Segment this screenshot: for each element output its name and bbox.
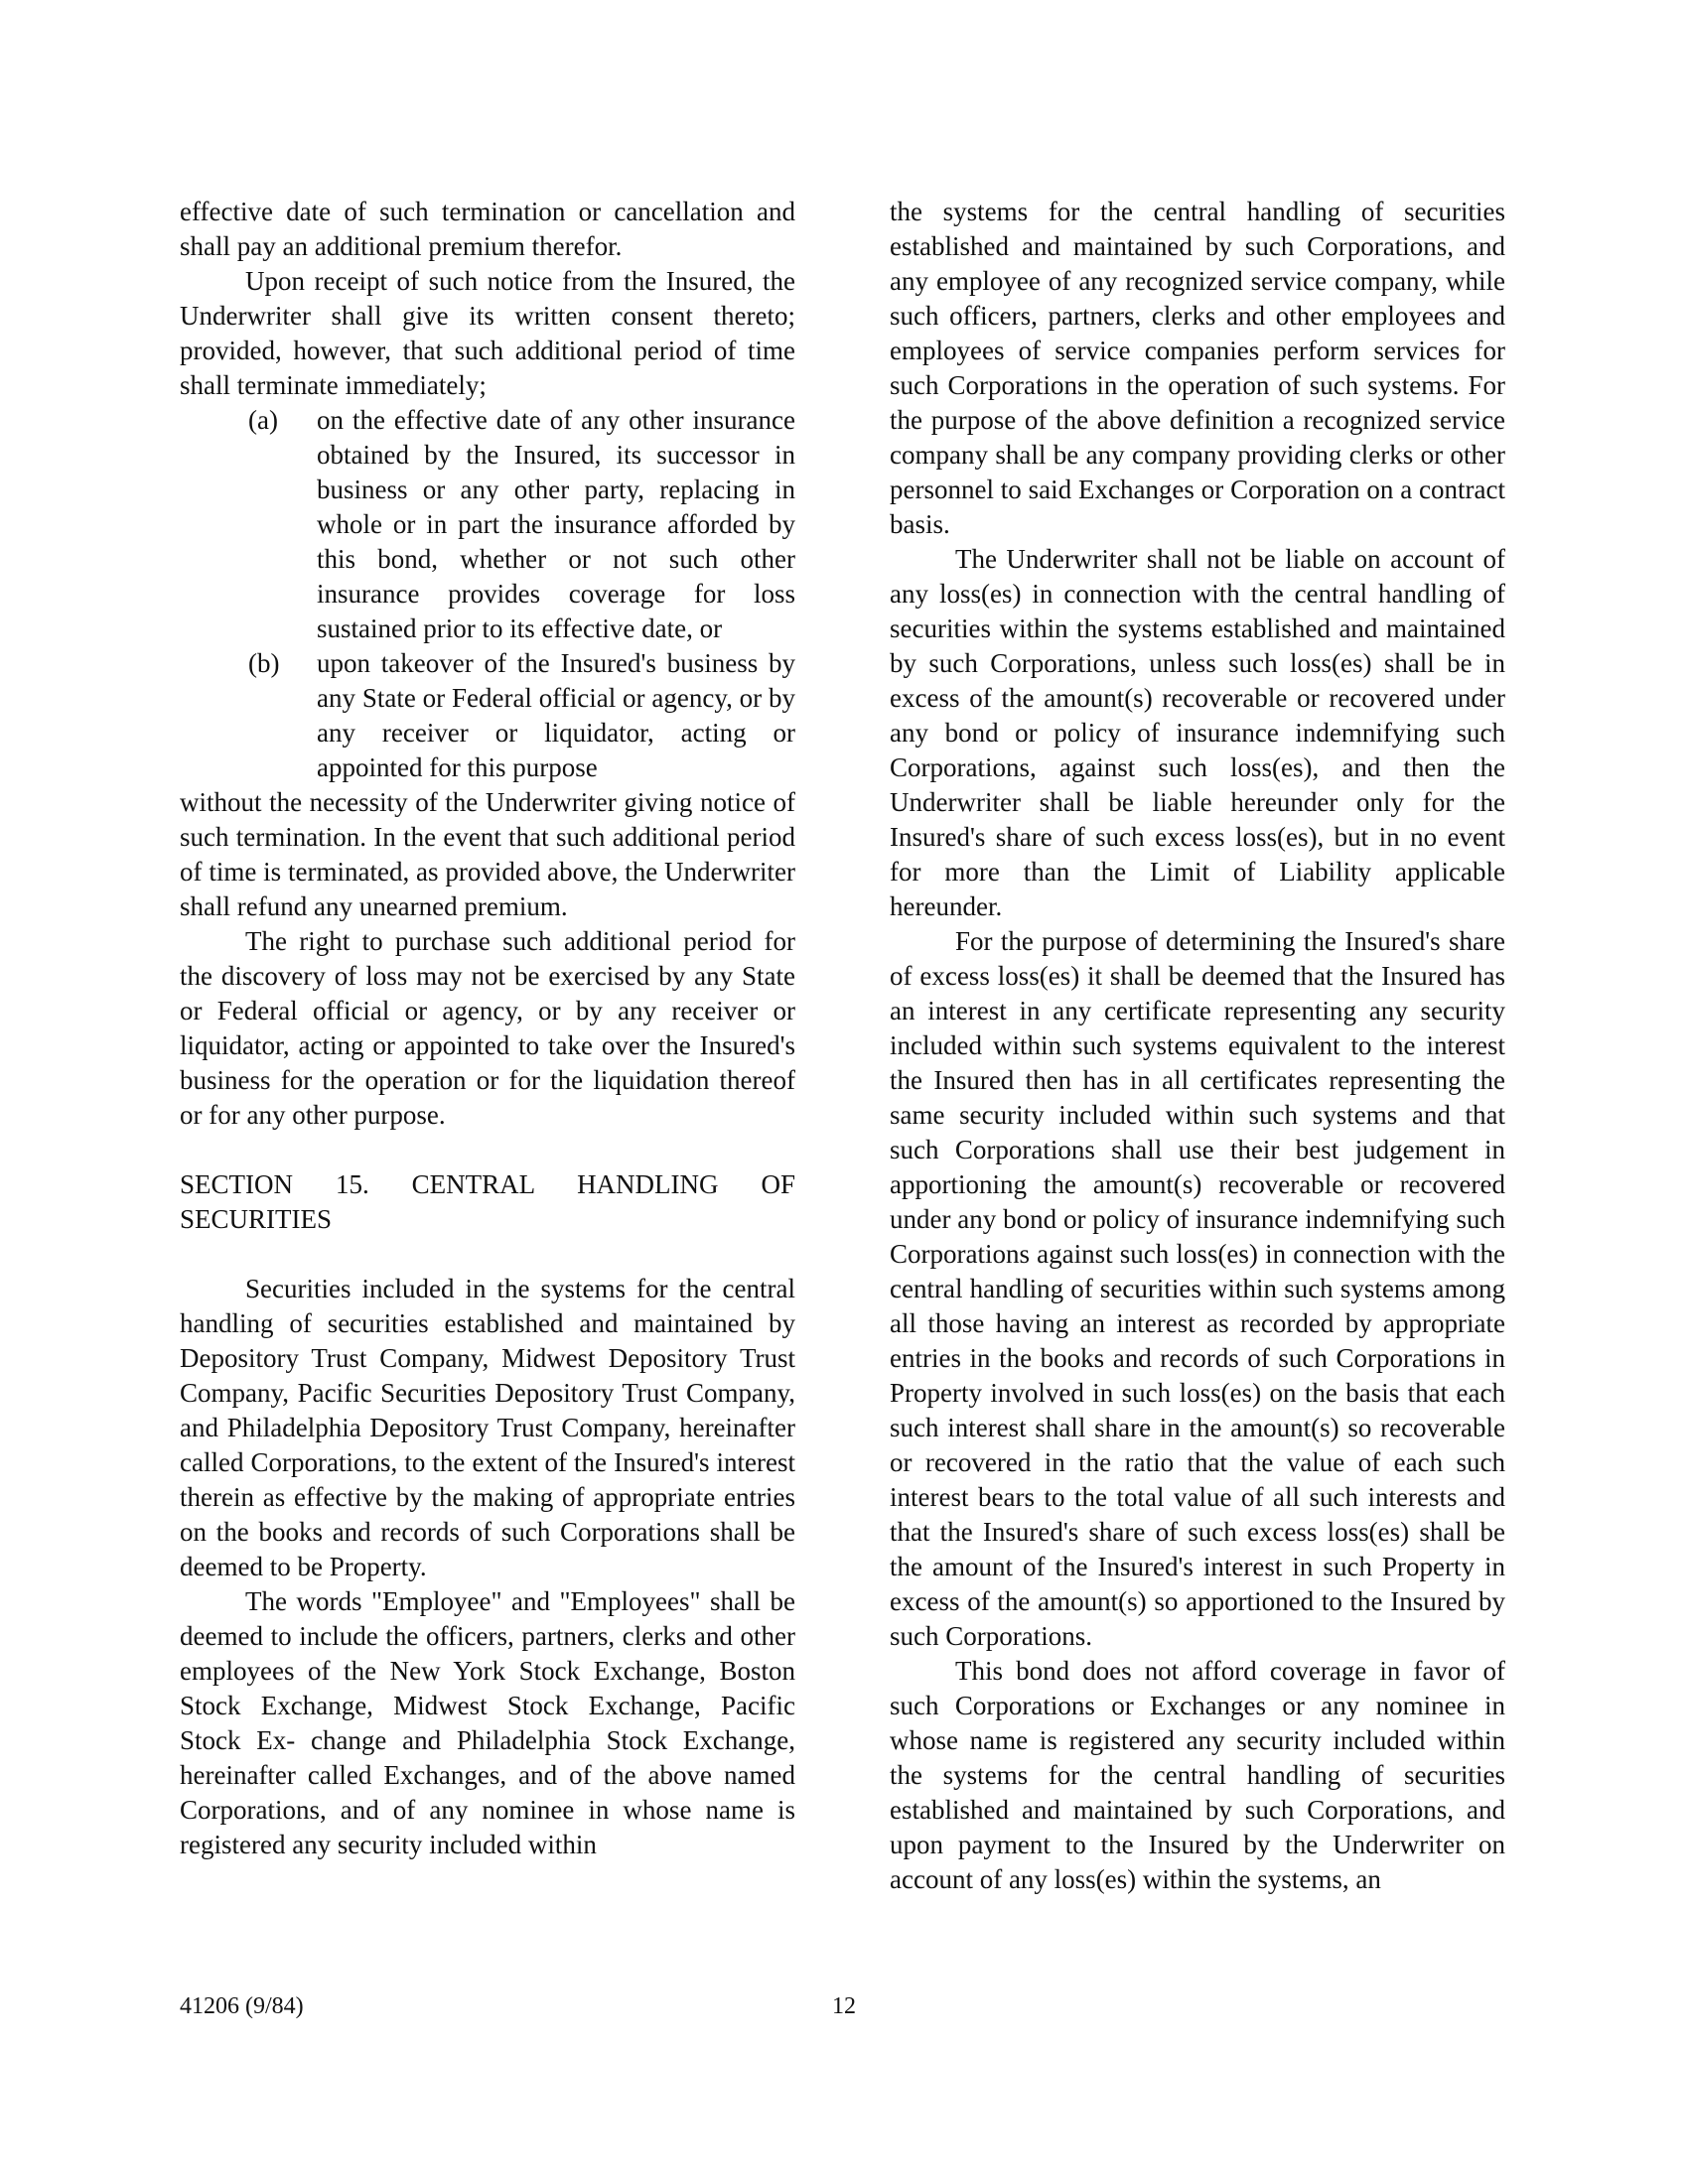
footer-form-number: 41206 (9/84) (180, 1993, 304, 2019)
section-heading: SECTION 15. CENTRAL HANDLING OF SECURITIES (180, 1169, 795, 1234)
list-label-a: (a) (248, 405, 278, 435)
paragraph-employee-definition: The words "Employee" and "Employees" shall be deemed to include the officers, partners, clerks and other employees of the New York Stock Exchange, Boston Stock Exchange, Midwest Stock Exchange, Pacific Stock Ex- change and Philadelphia Stock Exchange, hereinafter called Exchanges, and of the above named Corporations, and of any nominee in whose name is registered any security included within (180, 1586, 795, 1859)
list-item-b (180, 646, 795, 785)
list-label-b: (b) (248, 648, 280, 678)
paragraph-no-coverage: This bond does not afford coverage in favor of such Corporations or Exchanges or any nominee in whose name is registered any security included within the systems for the central handling of securities established and maintained by such Corporations, and upon payment to the Insured by the Underwriter on account of any loss(es) within the systems, an (890, 1656, 1505, 1894)
paragraph-underwriter-consent: Upon receipt of such notice from the Insured, the Underwriter shall give its written consent thereto; provided, however, that such additional period of time shall terminate immediately; (180, 266, 795, 400)
paragraph-securities-property: Securities included in the systems for the central handling of securities established and maintained by Depository Trust Company, Midwest Depository Trust Company, Pacific Securities Depository Trust Company, and Philadelphia Depository Trust Company, hereinafter called Corporations, to the extent of the Insured's interest therein as effective by the making of appropriate entries on the books and records of such Corporations shall be deemed to be Property. (180, 1274, 795, 1581)
right-column (890, 195, 1505, 1897)
footer-page-number: 12 (832, 1993, 856, 2019)
paragraph-service-company: the systems for the central handling of securities established and maintained by such Corporations, and any employee of any recognized service company, while such officers, partners, clerks and other employees and employees of service companies perform services for such Corporations in the operation of such systems. For the purpose of the above definition a recognized service company shall be any company providing clerks or other personnel to said Exchanges or Corporation on a contract basis. (890, 197, 1505, 539)
paragraph-insured-share: For the purpose of determining the Insured's share of excess loss(es) it shall be deemed that the Insured has an interest in any certificate representing any security included within such systems equivalent to the interest the Insured then has in all certificates representing the same security included within such systems and that such Corporations shall use their best judgement in apportioning the amount(s) recoverable or recovered under any bond or policy of insurance indemnifying such Corporations against such loss(es) in connection with the central handling of securities within such systems among all those having an interest as recorded by appropriate entries in the books and records of such Corporations in Property involved in such loss(es) on the basis that each such interest shall share in the amount(s) so recoverable or recovered in the ratio that the value of each such interest bears to the total value of all such interests and that the Insured's share of such excess loss(es) shall be the amount of the Insured's interest in such Property in excess of the amount(s) so apportioned to the Insured by such Corporations. (890, 926, 1505, 1651)
list-text-a: on the effective date of any other insurance obtained by the Insured, its successor in business or any other party, replacing in whole or in part the insurance afforded by this bond, whether or not such other insurance provides coverage for loss sustained prior to its effective date, or (317, 405, 795, 643)
paragraph-right-to-purchase: The right to purchase such additional period for the discovery of loss may not be exercised by any State or Federal official or agency, or by any receiver or liquidator, acting or appointed to take over the Insured's business for the operation or for the liquidation thereof or for any other purpose. (180, 926, 795, 1130)
list-item-a (180, 403, 795, 646)
paragraph-termination-premium: effective date of such termination or cancellation and shall pay an additional premium therefor. (180, 197, 795, 261)
paragraph-refund-premium: without the necessity of the Underwriter giving notice of such termination. In the event that such additional period of time is terminated, as provided above, the Underwriter shall refund any unearned premium. (180, 787, 795, 921)
left-column (180, 195, 795, 1862)
list-text-b: upon takeover of the Insured's business by any State or Federal official or agency, or by any receiver or liquidator, acting or appointed for this purpose (317, 648, 795, 782)
paragraph-underwriter-liability: The Underwriter shall not be liable on account of any loss(es) in connection with the central handling of securities within the systems established and maintained by such Corporations, unless such loss(es) shall be in excess of the amount(s) recoverable or recovered under any bond or policy of insurance indemnifying such Corporations, against such loss(es), and then the Underwriter shall be liable hereunder only for the Insured's share of such excess loss(es), but in no event for more than the Limit of Liability applicable hereunder. (890, 544, 1505, 921)
